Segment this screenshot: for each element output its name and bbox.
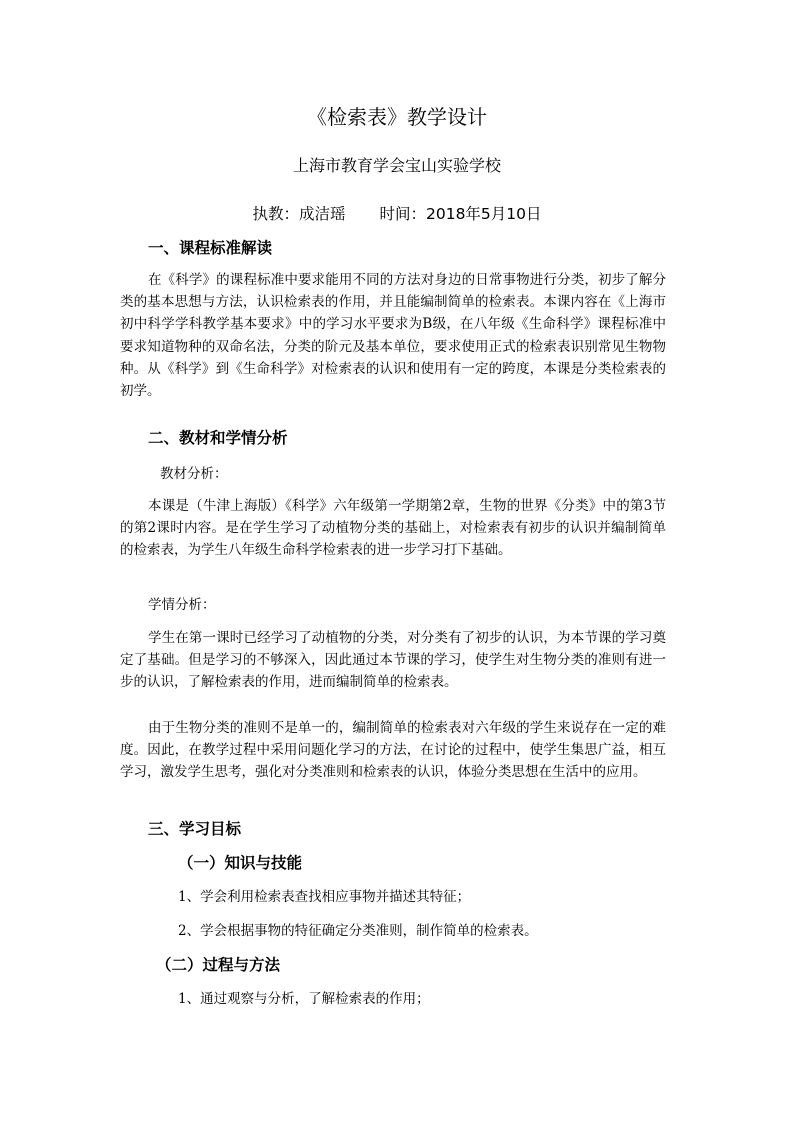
student-analysis-label: 学情分析：	[148, 597, 216, 613]
teacher-time-line	[0, 202, 794, 226]
subsection-heading-knowledge: （一）知识与技能	[178, 854, 303, 872]
process-item-1: 1、通过观察与分析，了解检索表的作用；	[178, 991, 430, 1007]
student-analysis-paragraph-2: 由于生物分类的准则不是单一的，编制简单的检索表对六年级的学生来说存在一定的难度。因此，在教学过程中采用问题化学习的方法，在讨论的过程中，使学生集思广益，相互学习，激发学生思考，强化对分类准则和检索表的认识，体验分类思想在生活中的应用。	[120, 720, 666, 781]
knowledge-item-2: 2、学会根据事物的特征确定分类准则，制作简单的检索表。	[178, 923, 538, 939]
student-analysis-paragraph-1: 学生在第一课时已经学习了动植物的分类，对分类有了初步的认识，为本节课的学习奠定了基础。但是学习的不够深入，因此通过本节课的学习，使学生对生物分类的准则有进一步的认识，了解检索表的作用，进而编制简单的检索表。	[120, 630, 666, 691]
curriculum-paragraph: 在《科学》的课程标准中要求能用不同的方法对身边的日常事物进行分类，初步了解分类的基本思想与方法，认识检索表的作用，并且能编制简单的检索表。本课内容在《上海市初中科学学科教学基本要求》中的学习水平要求为B级，在八年级《生命科学》课程标准中要求知道物种的双命名法，分类的阶元及基本单位，要求使用正式的检索表识别常见生物物种。从《科学》到《生命科学》对检索表的认识和使用有一定的跨度，本课是分类检索表的初学。	[120, 272, 666, 400]
textbook-analysis-paragraph: 本课是（牛津上海版）《科学》六年级第一学期第2章，生物的世界《分类》中的第3节的第2课时内容。是在学生学习了动植物分类的基础上，对检索表有初步的认识并编制简单的检索表，为学生八年级生命科学检索表的进一步学习打下基础。	[120, 498, 666, 559]
section-heading-objectives: 三、学习目标	[148, 820, 242, 838]
textbook-analysis-label: 教材分析：	[160, 466, 228, 482]
section-heading-analysis: 二、教材和学情分析	[148, 429, 288, 447]
section-heading-curriculum: 一、课程标准解读	[148, 239, 273, 257]
subsection-heading-process: （二）过程与方法	[156, 956, 281, 974]
teacher: 执教：成洁瑶	[252, 205, 346, 223]
knowledge-item-1: 1、学会利用检索表查找相应事物并描述其特征；	[178, 889, 471, 905]
document-title: 《检索表》教学设计	[307, 105, 487, 129]
school-name: 上海市教育学会宝山实验学校	[292, 156, 501, 175]
lesson-date: 时间：2018年5月10日	[379, 205, 542, 223]
